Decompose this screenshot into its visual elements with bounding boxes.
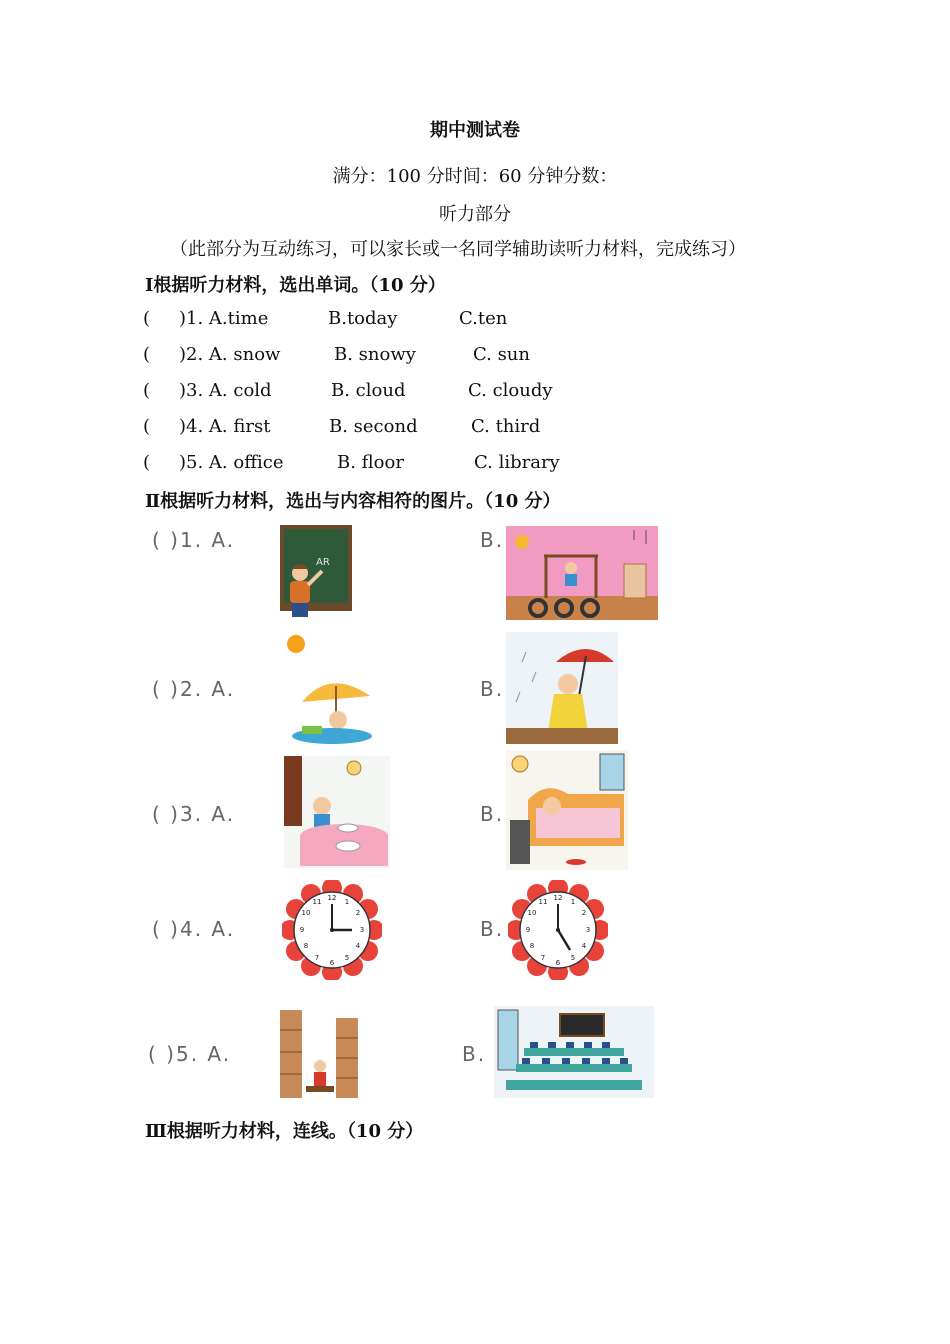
section2-heading: Ⅱ根据听力材料，选出与内容相符的图片。（10 分） xyxy=(145,491,561,512)
option-b: B. snowy xyxy=(334,344,416,365)
picture-question-label[interactable]: ( )2. A. xyxy=(152,677,236,701)
clock-numeral: 2 xyxy=(581,909,587,917)
clock-numeral: 5 xyxy=(344,954,350,962)
clock-icon xyxy=(508,880,608,980)
instruction-note: （此部分为互动练习，可以家长或一名同学辅助读听力材料，完成练习） xyxy=(170,239,746,260)
computer-room-illustration xyxy=(494,1006,654,1098)
chalkboard-boy-illustration xyxy=(278,525,354,625)
option-a: )1. A.time xyxy=(179,308,269,329)
answer-bracket[interactable]: ( xyxy=(143,416,151,437)
clock-numeral: 8 xyxy=(303,942,309,950)
playground-illustration xyxy=(506,526,658,620)
clock-numeral: 11 xyxy=(312,898,322,906)
option-b-label: B. xyxy=(462,1042,487,1066)
clock-numeral: 9 xyxy=(299,926,305,934)
section3-heading: Ⅲ根据听力材料，连线。（10 分） xyxy=(145,1121,424,1142)
clock-numeral: 4 xyxy=(581,942,587,950)
option-a: )4. A. first xyxy=(179,416,271,437)
picture-question-label[interactable]: ( )3. A. xyxy=(152,802,236,826)
score-time-line: 满分：100 分时间：60 分钟分数： xyxy=(332,166,618,187)
picture-question-label[interactable]: ( )5. A. xyxy=(148,1042,232,1066)
sunny-beach-illustration xyxy=(282,630,378,748)
option-b: B. floor xyxy=(337,452,404,473)
answer-bracket[interactable]: ( xyxy=(143,452,151,473)
clock-numeral: 3 xyxy=(585,926,591,934)
option-c: C. library xyxy=(474,452,560,473)
breakfast-boy-illustration xyxy=(284,756,390,868)
sun-icon xyxy=(287,635,305,653)
option-a: )3. A. cold xyxy=(179,380,272,401)
sleeping-girl-illustration xyxy=(506,750,628,870)
library-shelves-illustration xyxy=(280,1010,358,1098)
option-b: B.today xyxy=(328,308,398,329)
clock-numeral: 9 xyxy=(525,926,531,934)
option-a: )2. A. snow xyxy=(179,344,281,365)
listening-part-title: 听力部分 xyxy=(439,204,511,225)
sun-icon xyxy=(515,535,529,549)
option-b-label: B. xyxy=(480,528,505,552)
option-b-label: B. xyxy=(480,677,505,701)
clock-numeral: 1 xyxy=(344,898,350,906)
answer-bracket[interactable]: ( xyxy=(143,380,151,401)
picture-question-label[interactable]: ( )1. A. xyxy=(152,528,236,552)
page-title: 期中测试卷 xyxy=(430,120,520,141)
clock-numeral: 12 xyxy=(327,894,337,902)
option-c: C. third xyxy=(471,416,541,437)
clock-numeral: 8 xyxy=(529,942,535,950)
option-b-label: B. xyxy=(480,802,505,826)
option-c: C.ten xyxy=(459,308,508,329)
clock-numeral: 7 xyxy=(314,954,320,962)
clock-numeral: 12 xyxy=(553,894,563,902)
clock-numeral: 4 xyxy=(355,942,361,950)
clock-numeral: 5 xyxy=(570,954,576,962)
option-c: C. sun xyxy=(473,344,530,365)
clock-numeral: 11 xyxy=(538,898,548,906)
option-a: )5. A. office xyxy=(179,452,284,473)
clock-numeral: 10 xyxy=(301,909,311,917)
clock-numeral: 2 xyxy=(355,909,361,917)
option-b: B. cloud xyxy=(331,380,406,401)
rainy-girl-illustration xyxy=(506,632,618,744)
section1-heading: Ⅰ根据听力材料，选出单词。（10 分） xyxy=(145,275,446,296)
clock-numeral: 1 xyxy=(570,898,576,906)
clock-numeral: 10 xyxy=(527,909,537,917)
clock-numeral: 3 xyxy=(359,926,365,934)
option-b: B. second xyxy=(329,416,418,437)
clock-numeral: 7 xyxy=(540,954,546,962)
option-b-label: B. xyxy=(480,917,505,941)
answer-bracket[interactable]: ( xyxy=(143,344,151,365)
clock-icon xyxy=(282,880,382,980)
clock-numeral: 6 xyxy=(555,959,561,967)
answer-bracket[interactable]: ( xyxy=(143,308,151,329)
clock-numeral: 6 xyxy=(329,959,335,967)
chalkboard-text: AR xyxy=(316,557,330,568)
picture-question-label[interactable]: ( )4. A. xyxy=(152,917,236,941)
option-c: C. cloudy xyxy=(468,380,553,401)
